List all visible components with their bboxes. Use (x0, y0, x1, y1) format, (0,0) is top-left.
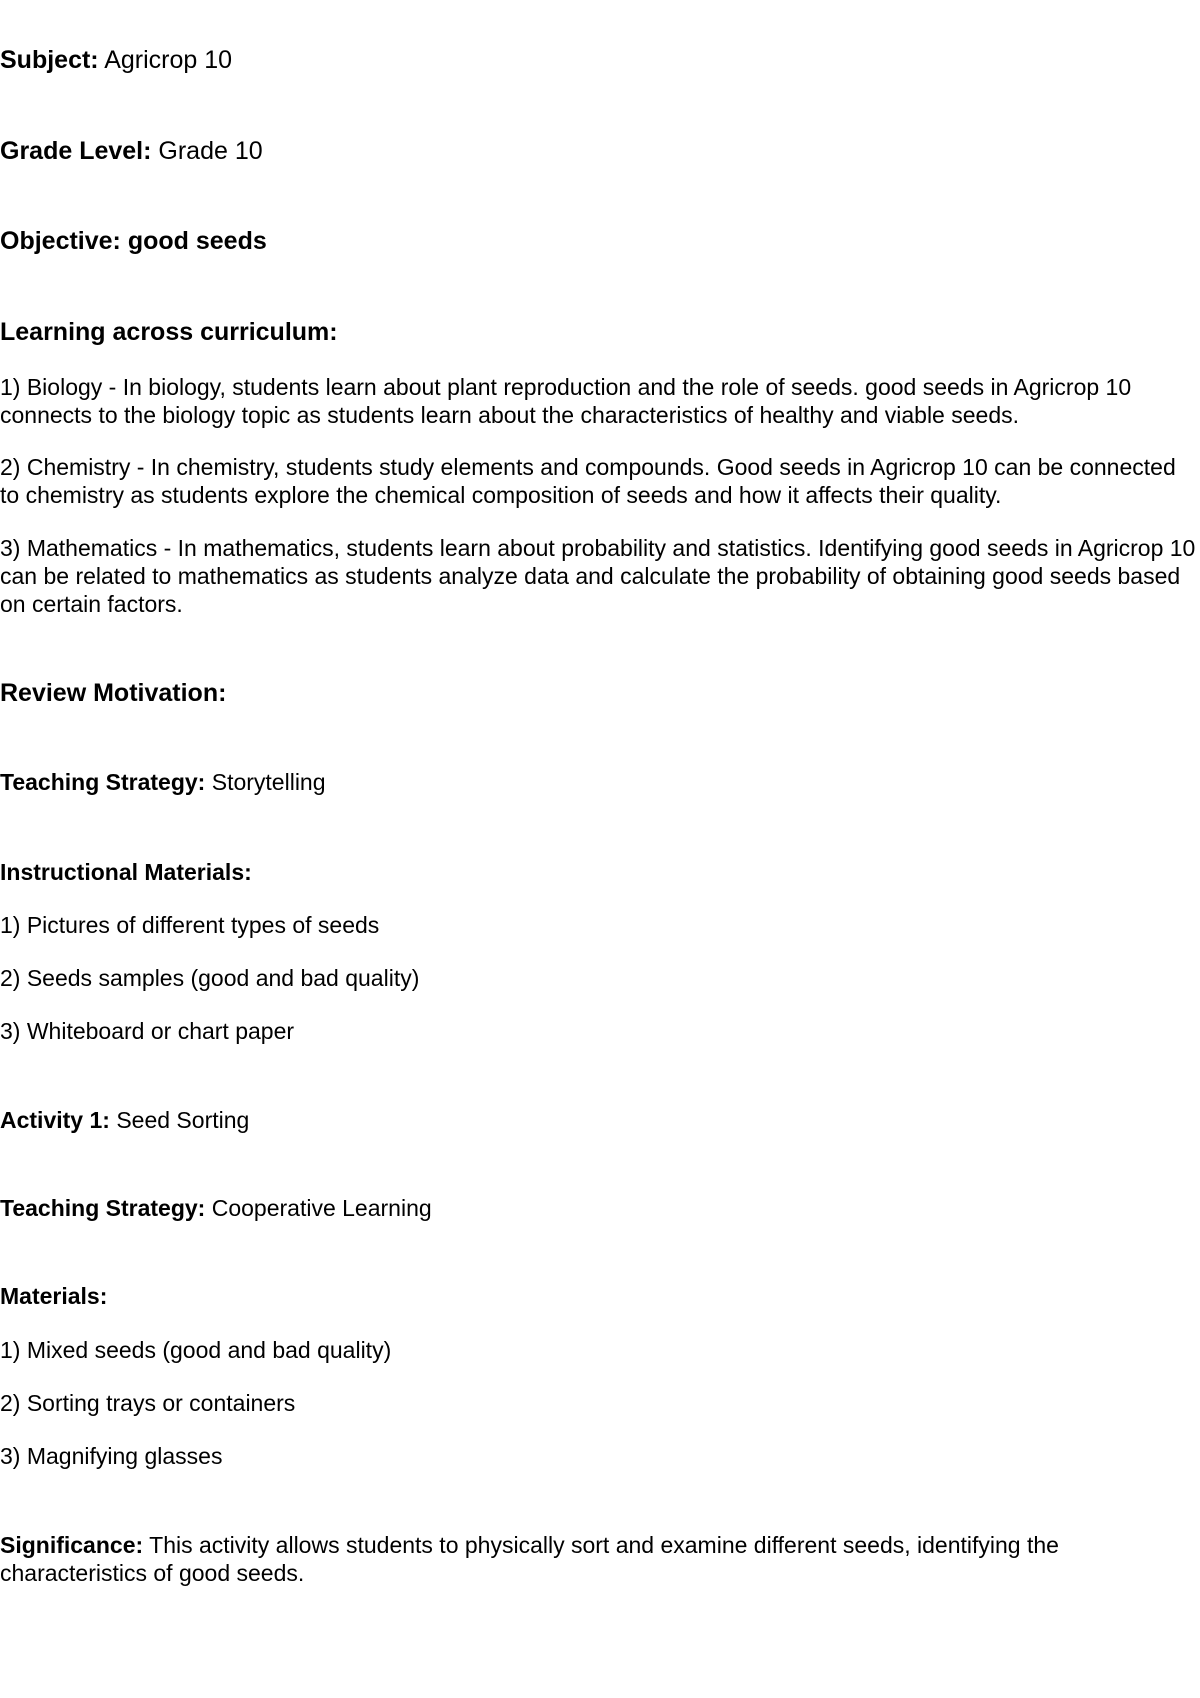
teaching-strategy-value-2: Cooperative Learning (211, 1195, 432, 1221)
objective-line (0, 227, 267, 255)
teaching-strategy-line-2 (0, 1194, 1196, 1222)
instructional-material-item: 3) Whiteboard or chart paper (0, 1018, 295, 1044)
significance-paragraph (0, 1531, 1196, 1587)
activity-1-value: Seed Sorting (116, 1107, 250, 1133)
grade-level-label: Grade Level: (0, 137, 152, 165)
review-motivation-heading: Review Motivation: (0, 679, 227, 707)
activity-1-label: Activity 1: (0, 1107, 110, 1133)
objective-label: Objective: (0, 227, 121, 255)
instructional-materials-heading: Instructional Materials: (0, 859, 252, 885)
curriculum-item-mathematics: 3) Mathematics - In mathematics, students learn about probability and statistics. Identifying good seeds in Agricrop 10 can be related to mathematics as students analyze data and calculate the probability of obtaining good seeds based on certain factors. (0, 535, 1196, 617)
learning-across-curriculum-heading: Learning across curriculum: (0, 318, 338, 346)
material-item: 2) Sorting trays or containers (0, 1390, 296, 1416)
instructional-material-item: 1) Pictures of different types of seeds (0, 912, 380, 938)
subject-value: Agricrop 10 (104, 46, 233, 74)
objective-value: good seeds (127, 227, 267, 255)
subject-label: Subject: (0, 46, 99, 74)
material-item: 3) Magnifying glasses (0, 1443, 223, 1469)
activity-1-line (0, 1106, 1196, 1134)
teaching-strategy-value-1: Storytelling (211, 769, 326, 795)
curriculum-item-biology: 1) Biology - In biology, students learn about plant reproduction and the role of seeds. good seeds in Agricrop 10 connects to the biology topic as students learn about the characteristics of healthy and viable seeds. (0, 374, 1132, 428)
teaching-strategy-label-2: Teaching Strategy: (0, 1195, 206, 1221)
instructional-material-item: 2) Seeds samples (good and bad quality) (0, 965, 420, 991)
subject-line (0, 46, 232, 74)
grade-level-line (0, 137, 263, 165)
teaching-strategy-line-1 (0, 768, 1196, 796)
curriculum-item-chemistry: 2) Chemistry - In chemistry, students study elements and compounds. Good seeds in Agricrop 10 can be connected to chemistry as students explore the chemical composition of seeds and how it affects their quality. (0, 454, 1176, 508)
grade-level-value: Grade 10 (158, 137, 263, 165)
materials-heading: Materials: (0, 1283, 108, 1309)
material-item: 1) Mixed seeds (good and bad quality) (0, 1337, 392, 1363)
significance-label: Significance: (0, 1532, 144, 1558)
teaching-strategy-label-1: Teaching Strategy: (0, 769, 206, 795)
significance-value: This activity allows students to physically sort and examine different seeds, identifying the characteristics of good seeds. (0, 1532, 1059, 1586)
